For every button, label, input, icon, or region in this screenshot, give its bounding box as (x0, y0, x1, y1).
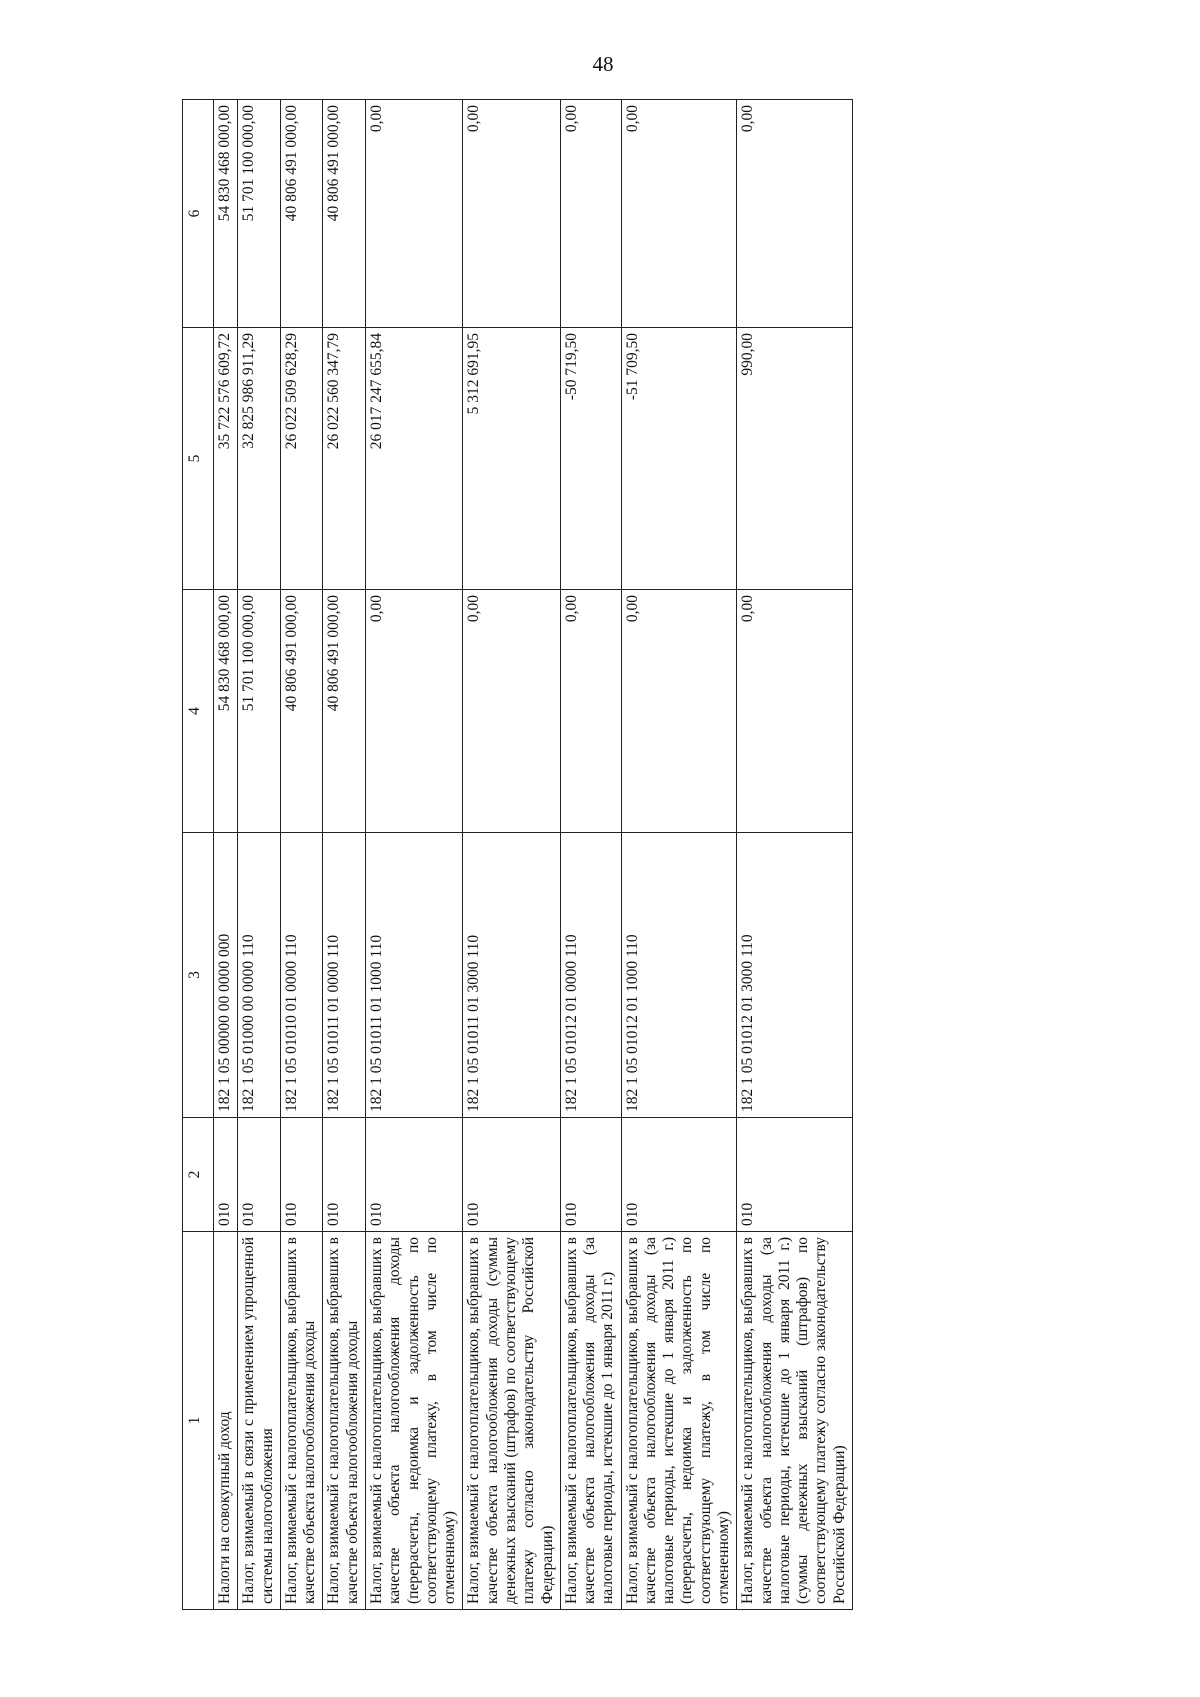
row-name-cell: Налог, взимаемый с налогоплательщиков, выбравших в качестве объекта налогообложения доходы (перерасчеты, недоимка и задолженность по соответствующему платежу, в том числе по отмененному) (365, 1232, 462, 1610)
fact-value-cell: -51 709,50 (621, 328, 737, 590)
column-header: 6 (183, 100, 214, 328)
line-code-cell: 010 (365, 1118, 462, 1232)
total-value-cell: 40 806 491 000,00 (280, 100, 323, 328)
column-header: 1 (183, 1232, 214, 1610)
plan-value-cell: 51 701 100 000,00 (238, 590, 281, 833)
total-value-cell: 0,00 (621, 100, 737, 328)
row-name-cell: Налоги на совокупный доход (214, 1232, 238, 1610)
row-name-cell: Налог, взимаемый с налогоплательщиков, выбравших в качестве объекта налогообложения доходы (за налоговые периоды, истекшие до 1 января 2011 г.) (суммы денежных взысканий (штрафов) по соответствующему платежу согласно законодательству Российской Федерации) (737, 1232, 853, 1610)
budget-code-cell: 182 1 05 01012 01 0000 110 (560, 833, 621, 1118)
table-row (621, 100, 737, 1610)
table-row (238, 100, 281, 1610)
line-code-cell: 010 (238, 1118, 281, 1232)
table-row (560, 100, 621, 1610)
fact-value-cell: 32 825 986 911,29 (238, 328, 281, 590)
plan-value-cell: 54 830 468 000,00 (214, 590, 238, 833)
row-name-cell: Налог, взимаемый в связи с применением упрощенной системы налогообложения (238, 1232, 281, 1610)
table-row (737, 100, 853, 1610)
table-body (214, 100, 853, 1610)
row-name-cell: Налог, взимаемый с налогоплательщиков, выбравших в качестве объекта налогообложения доходы (323, 1232, 366, 1610)
budget-code-cell: 182 1 05 01012 01 1000 110 (621, 833, 737, 1118)
plan-value-cell: 0,00 (365, 590, 462, 833)
budget-code-cell: 182 1 05 01011 01 0000 110 (323, 833, 366, 1118)
column-header: 5 (183, 328, 214, 590)
row-name-cell: Налог, взимаемый с налогоплательщиков, выбравших в качестве объекта налогообложения доходы (за налоговые периоды, истекшие до 1 января 2011 г.) (перерасчеты, недоимка и задолженность по соответствующему платежу, в том числе по отмененному) (621, 1232, 737, 1610)
total-value-cell: 54 830 468 000,00 (214, 100, 238, 328)
fact-value-cell: 26 022 509 628,29 (280, 328, 323, 590)
line-code-cell: 010 (560, 1118, 621, 1232)
budget-code-cell: 182 1 05 01000 00 0000 110 (238, 833, 281, 1118)
fact-value-cell: 990,00 (737, 328, 853, 590)
income-tax-table (182, 99, 853, 1610)
plan-value-cell: 40 806 491 000,00 (280, 590, 323, 833)
total-value-cell: 0,00 (463, 100, 560, 328)
plan-value-cell: 0,00 (463, 590, 560, 833)
row-name-cell: Налог, взимаемый с налогоплательщиков, выбравших в качестве объекта налогообложения доходы (280, 1232, 323, 1610)
column-header: 3 (183, 833, 214, 1118)
plan-value-cell: 40 806 491 000,00 (323, 590, 366, 833)
plan-value-cell: 0,00 (621, 590, 737, 833)
line-code-cell: 010 (214, 1118, 238, 1232)
row-name-cell: Налог, взимаемый с налогоплательщиков, выбравших в качестве объекта налогообложения доходы (суммы денежных взысканий (штрафов) по соответствующему платежу согласно законодательству Российской Федерации) (463, 1232, 560, 1610)
line-code-cell: 010 (621, 1118, 737, 1232)
total-value-cell: 51 701 100 000,00 (238, 100, 281, 328)
fact-value-cell: 26 017 247 655,84 (365, 328, 462, 590)
table-row (280, 100, 323, 1610)
fact-value-cell: 35 722 576 609,72 (214, 328, 238, 590)
page-number: 48 (592, 52, 614, 76)
table-row (463, 100, 560, 1610)
budget-code-cell: 182 1 05 01010 01 0000 110 (280, 833, 323, 1118)
fact-value-cell: 26 022 560 347,79 (323, 328, 366, 590)
row-name-cell: Налог, взимаемый с налогоплательщиков, выбравших в качестве объекта налогообложения доходы (за налоговые периоды, истекшие до 1 января 2011 г.) (560, 1232, 621, 1610)
line-code-cell: 010 (463, 1118, 560, 1232)
line-code-cell: 010 (280, 1118, 323, 1232)
fact-value-cell: 5 312 691,95 (463, 328, 560, 590)
table-header-row (183, 100, 214, 1610)
total-value-cell: 40 806 491 000,00 (323, 100, 366, 328)
total-value-cell: 0,00 (365, 100, 462, 328)
line-code-cell: 010 (323, 1118, 366, 1232)
plan-value-cell: 0,00 (560, 590, 621, 833)
report-table-rotated (182, 100, 1122, 1610)
table-row (214, 100, 238, 1610)
fact-value-cell: -50 719,50 (560, 328, 621, 590)
budget-code-cell: 182 1 05 01011 01 1000 110 (365, 833, 462, 1118)
budget-code-cell: 182 1 05 00000 00 0000 000 (214, 833, 238, 1118)
total-value-cell: 0,00 (737, 100, 853, 328)
column-header: 4 (183, 590, 214, 833)
table-row (365, 100, 462, 1610)
plan-value-cell: 0,00 (737, 590, 853, 833)
table-row (323, 100, 366, 1610)
total-value-cell: 0,00 (560, 100, 621, 328)
column-header: 2 (183, 1118, 214, 1232)
budget-code-cell: 182 1 05 01012 01 3000 110 (737, 833, 853, 1118)
line-code-cell: 010 (737, 1118, 853, 1232)
budget-code-cell: 182 1 05 01011 01 3000 110 (463, 833, 560, 1118)
